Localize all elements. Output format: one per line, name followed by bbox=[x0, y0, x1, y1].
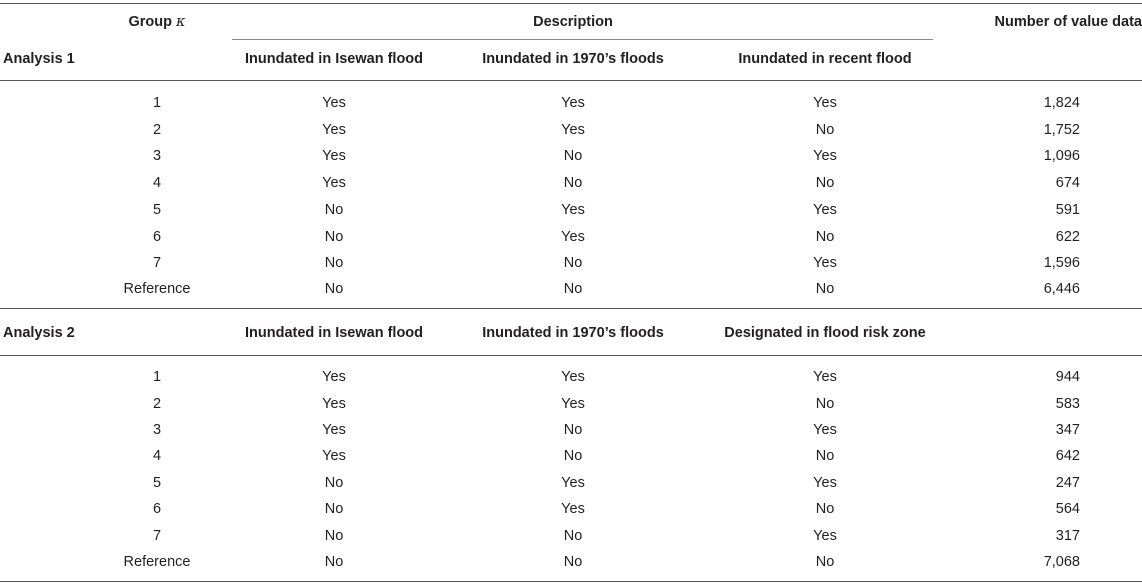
table-cell: No bbox=[563, 255, 583, 271]
table-cell: Yes bbox=[322, 95, 346, 111]
table-cell-count: 622 bbox=[1055, 229, 1080, 245]
table-cell-group: Reference bbox=[123, 281, 191, 297]
analysis1-col-a: Inundated in Isewan flood bbox=[244, 51, 424, 67]
table-cell-count: 1,596 bbox=[1043, 255, 1080, 271]
table-cell: No bbox=[324, 528, 344, 544]
table-cell: Yes bbox=[561, 501, 585, 517]
table-cell: No bbox=[563, 175, 583, 191]
table-cell-count: 564 bbox=[1055, 501, 1080, 517]
table-cell: No bbox=[563, 448, 583, 464]
table-cell: Yes bbox=[813, 95, 837, 111]
table-cell: Yes bbox=[561, 475, 585, 491]
table-cell: Yes bbox=[561, 396, 585, 412]
table-cell: No bbox=[563, 281, 583, 297]
table-cell-group: 7 bbox=[152, 255, 162, 271]
table-cell-group: 2 bbox=[152, 396, 162, 412]
analysis2-col-a: Inundated in Isewan flood bbox=[244, 325, 424, 341]
table-cell-group: 7 bbox=[152, 528, 162, 544]
table-cell-count: 247 bbox=[1055, 475, 1080, 491]
table-cell: Yes bbox=[561, 229, 585, 245]
table-cell-group: 1 bbox=[152, 95, 162, 111]
table-cell: No bbox=[324, 202, 344, 218]
table-cell-group: 3 bbox=[152, 422, 162, 438]
table-cell-count: 7,068 bbox=[1043, 554, 1080, 570]
table-cell: Yes bbox=[322, 148, 346, 164]
analysis1-col-b: Inundated in 1970’s floods bbox=[482, 51, 664, 67]
description-span-rule bbox=[232, 39, 933, 40]
table-cell-group: 6 bbox=[152, 501, 162, 517]
table-bottom-rule bbox=[0, 581, 1142, 582]
table-cell-group: 1 bbox=[152, 369, 162, 385]
table-cell: No bbox=[324, 475, 344, 491]
table-cell: Yes bbox=[813, 422, 837, 438]
description-header: Description bbox=[533, 14, 613, 30]
table-cell: No bbox=[324, 229, 344, 245]
analysis1-label: Analysis 1 bbox=[3, 51, 75, 67]
group-header bbox=[128, 13, 185, 31]
table-cell: No bbox=[324, 554, 344, 570]
table-cell: Yes bbox=[813, 255, 837, 271]
table-cell-group: 4 bbox=[152, 175, 162, 191]
table-cell: Yes bbox=[561, 369, 585, 385]
table-cell: Yes bbox=[561, 122, 585, 138]
table-cell: Yes bbox=[322, 122, 346, 138]
analysis2-label: Analysis 2 bbox=[3, 325, 75, 341]
table-cell: Yes bbox=[561, 95, 585, 111]
table-cell-count: 944 bbox=[1055, 369, 1080, 385]
table-cell-count: 317 bbox=[1055, 528, 1080, 544]
table-cell: No bbox=[563, 528, 583, 544]
analysis1-header-rule bbox=[0, 80, 1142, 81]
table-cell: Yes bbox=[322, 175, 346, 191]
analysis1-col-c: Inundated in recent flood bbox=[738, 51, 912, 67]
table-cell-count: 1,096 bbox=[1043, 148, 1080, 164]
table-top-rule bbox=[0, 3, 1142, 4]
table-cell: No bbox=[324, 255, 344, 271]
table-cell: Yes bbox=[813, 202, 837, 218]
table-cell: No bbox=[815, 229, 835, 245]
table-cell: Yes bbox=[813, 369, 837, 385]
table-cell-count: 6,446 bbox=[1043, 281, 1080, 297]
table-cell: No bbox=[563, 148, 583, 164]
table-cell: Yes bbox=[322, 396, 346, 412]
table-cell-count: 674 bbox=[1055, 175, 1080, 191]
count-header: Number of value data bbox=[994, 14, 1142, 30]
table-cell-count: 583 bbox=[1055, 396, 1080, 412]
section-divider-rule bbox=[0, 308, 1142, 309]
table-cell: No bbox=[324, 281, 344, 297]
table-cell: Yes bbox=[813, 148, 837, 164]
table-cell: No bbox=[815, 281, 835, 297]
table-cell-group: Reference bbox=[123, 554, 191, 570]
table-cell: No bbox=[815, 501, 835, 517]
table-cell: No bbox=[815, 122, 835, 138]
table-cell: Yes bbox=[561, 202, 585, 218]
table-cell: Yes bbox=[322, 369, 346, 385]
table-cell-group: 6 bbox=[152, 229, 162, 245]
analysis2-col-b: Inundated in 1970’s floods bbox=[482, 325, 664, 341]
table-cell: No bbox=[815, 175, 835, 191]
table-cell-group: 3 bbox=[152, 148, 162, 164]
table-cell: No bbox=[815, 448, 835, 464]
table-cell-count: 347 bbox=[1055, 422, 1080, 438]
analysis2-header-rule bbox=[0, 355, 1142, 356]
table-cell: No bbox=[815, 554, 835, 570]
analysis2-col-c: Designated in flood risk zone bbox=[724, 325, 926, 341]
table-cell-count: 642 bbox=[1055, 448, 1080, 464]
table-cell: No bbox=[324, 501, 344, 517]
table-cell-count: 591 bbox=[1055, 202, 1080, 218]
table-cell-group: 4 bbox=[152, 448, 162, 464]
table-cell-count: 1,752 bbox=[1043, 122, 1080, 138]
table-cell: Yes bbox=[813, 475, 837, 491]
table-cell: Yes bbox=[813, 528, 837, 544]
table-cell-group: 5 bbox=[152, 202, 162, 218]
kappa-symbol: κ bbox=[176, 14, 186, 30]
table-cell-group: 5 bbox=[152, 475, 162, 491]
table-cell: Yes bbox=[322, 448, 346, 464]
table-cell-group: 2 bbox=[152, 122, 162, 138]
table-cell: Yes bbox=[322, 422, 346, 438]
group-header-label: Group bbox=[128, 14, 172, 30]
table-cell: No bbox=[563, 554, 583, 570]
table-cell: No bbox=[563, 422, 583, 438]
table-cell-count: 1,824 bbox=[1043, 95, 1080, 111]
table-cell: No bbox=[815, 396, 835, 412]
